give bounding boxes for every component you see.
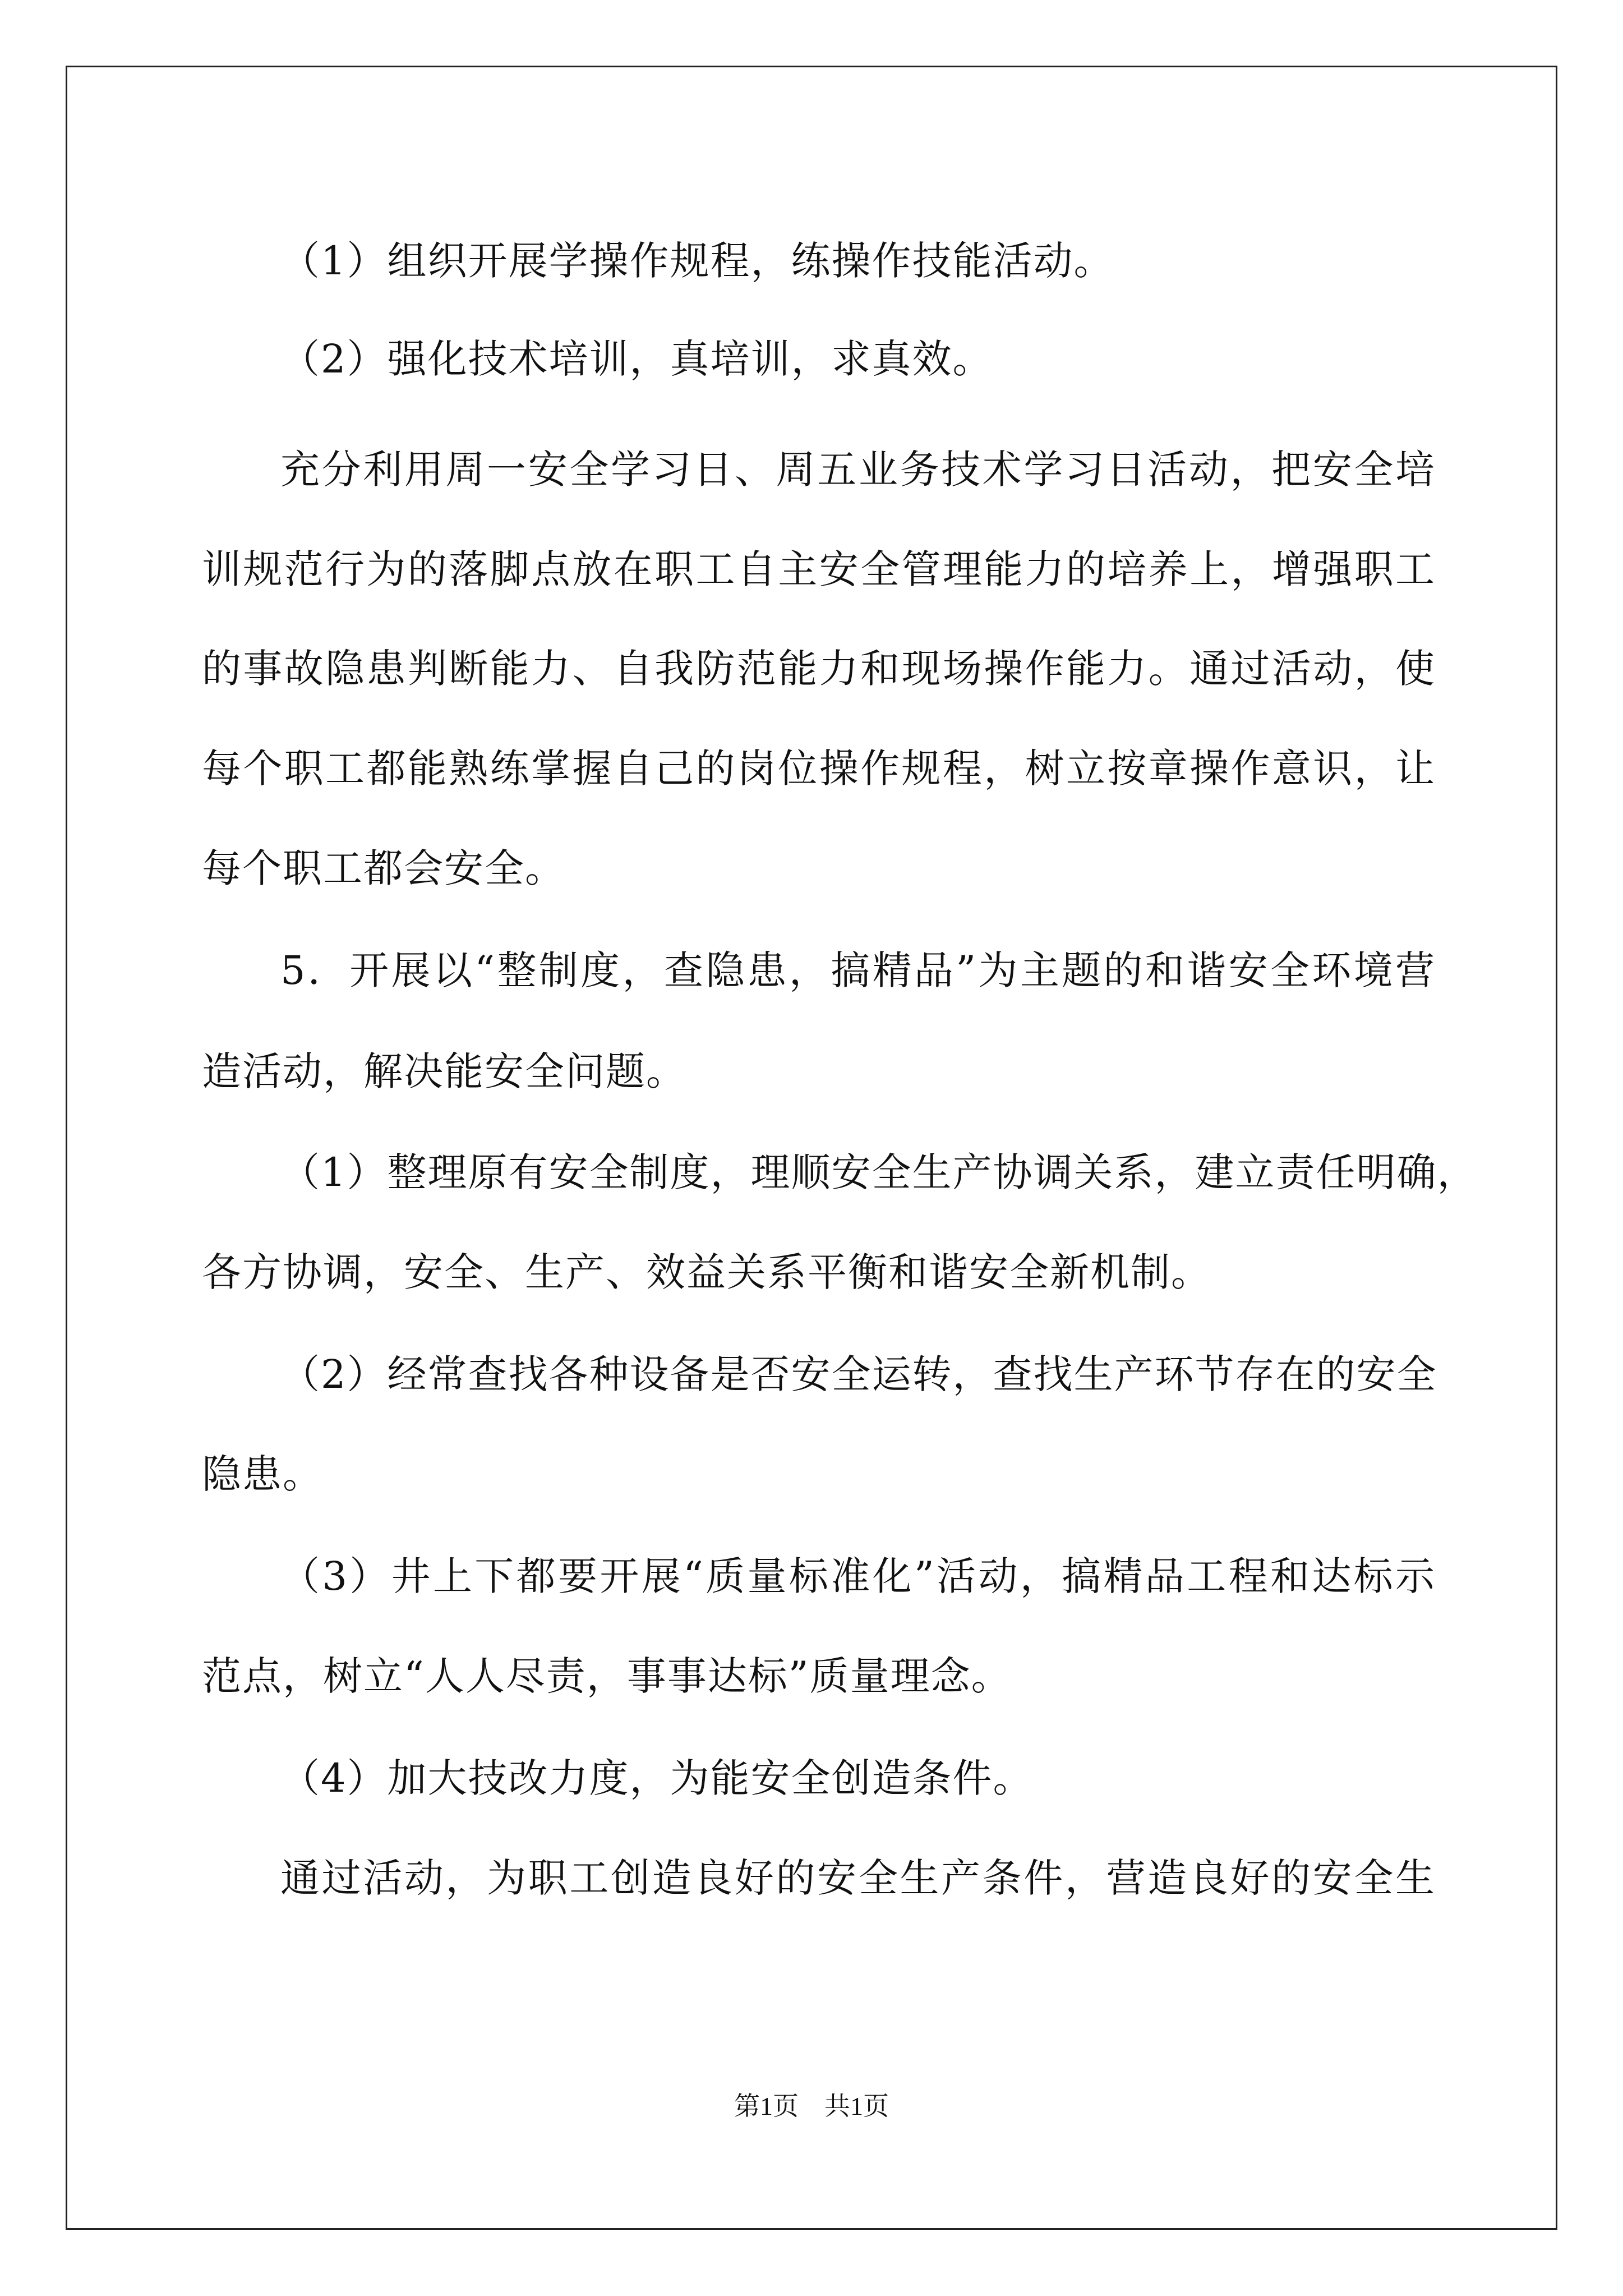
paragraph-line: 训规范行为的落脚点放在职工自主安全管理能力的培养上，增强职工: [202, 546, 1436, 592]
paragraph-line: 通过活动，为职工创造良好的安全生产条件，营造良好的安全生: [280, 1855, 1436, 1901]
page-number-footer: 第1页 共1页: [734, 2092, 889, 2120]
paragraph-line: （4）加大技改力度，为能安全创造条件。: [280, 1755, 1034, 1801]
paragraph-line: 每个职工都能熟练掌握自己的岗位操作规程，树立按章操作意识，让: [202, 746, 1436, 792]
paragraph-line: 范点，树立“人人尽责，事事达标”质量理念。: [202, 1653, 1012, 1699]
paragraph-line: （2）强化技术培训，真培训，求真效。: [280, 336, 993, 382]
paragraph-line: （1）组织开展学操作规程，练操作技能活动。: [280, 238, 1114, 284]
paragraph-line: 隐患。: [202, 1451, 323, 1497]
paragraph-line: 的事故隐患判断能力、自我防范能力和现场操作能力。通过活动，使: [202, 646, 1436, 692]
paragraph-line: （1）整理原有安全制度，理顺安全生产协调关系，建立责任明确，: [280, 1149, 1478, 1195]
paragraph-line: 各方协调，安全、生产、效益关系平衡和谐安全新机制。: [202, 1249, 1211, 1295]
paragraph-line: （2）经常查找各种设备是否安全运转，查找生产环节存在的安全: [280, 1351, 1437, 1397]
paragraph-line: （3）井上下都要开展“质量标准化”活动，搞精品工程和达标示: [280, 1553, 1436, 1599]
paragraph-line: 充分利用周一安全学习日、周五业务技术学习日活动，把安全培: [280, 447, 1436, 493]
paragraph-line: 造活动，解决能安全问题。: [202, 1048, 686, 1094]
paragraph-line: 每个职工都会安全。: [202, 845, 565, 891]
paragraph-line: 5．开展以“整制度，查隐患，搞精品”为主题的和谐安全环境营: [280, 947, 1436, 993]
